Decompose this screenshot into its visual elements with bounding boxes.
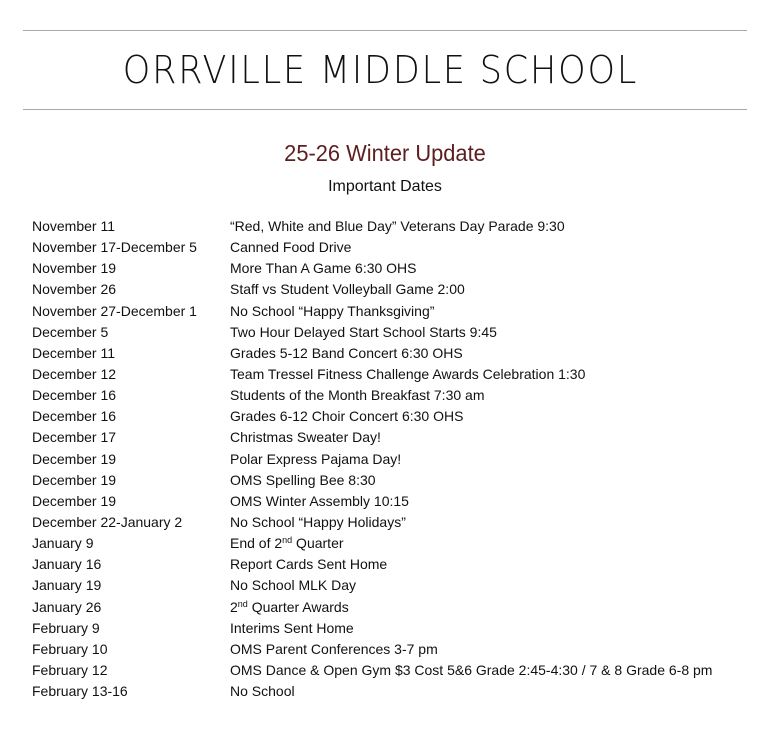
event-text: No School “Happy Thanksgiving” — [230, 302, 435, 319]
event-text-rest: Quarter — [292, 535, 344, 552]
event-description — [230, 365, 585, 384]
event-text: Students of the Month Breakfast 7:30 am — [230, 387, 485, 404]
update-title: 25-26 Winter Update — [284, 140, 486, 166]
event-date: December 17 — [32, 429, 117, 446]
event-description — [230, 302, 434, 321]
event-description — [230, 640, 438, 659]
event-description — [230, 407, 463, 426]
event-date: December 19 — [32, 471, 117, 488]
event-date: November 19 — [32, 260, 117, 277]
event-description — [230, 386, 484, 405]
event-date: November 27-December 1 — [32, 302, 197, 319]
event-text: Grades 5-12 Band Concert 6:30 OHS — [230, 344, 463, 361]
event-description — [230, 259, 417, 278]
event-date: December 19 — [32, 450, 117, 467]
event-text-rest: Quarter Awards — [247, 598, 349, 615]
event-date: December 16 — [32, 408, 117, 425]
event-text: Polar Express Pajama Day! — [230, 450, 402, 467]
event-description — [230, 513, 406, 532]
event-text: OMS Parent Conferences 3-7 pm — [230, 640, 438, 657]
event-date: December 19 — [32, 492, 117, 509]
event-date: December 12 — [32, 365, 117, 382]
event-date: January 19 — [32, 577, 102, 594]
event-date: November 11 — [32, 218, 116, 234]
event-description — [230, 598, 349, 617]
event-date: November 17-December 5 — [32, 239, 197, 256]
ordinal-suffix: nd — [237, 598, 248, 609]
event-date: February 13-16 — [32, 683, 128, 700]
event-description — [230, 450, 401, 469]
event-description — [230, 280, 465, 299]
event-text: Grades 6-12 Choir Concert 6:30 OHS — [230, 408, 464, 425]
event-description — [230, 217, 565, 236]
event-description — [230, 471, 376, 490]
event-date: December 11 — [32, 344, 116, 361]
event-date: January 9 — [32, 535, 94, 552]
event-date: November 26 — [32, 281, 117, 298]
event-text: Canned Food Drive — [230, 239, 352, 256]
event-date: December 22-January 2 — [32, 513, 183, 530]
event-text: OMS Winter Assembly 10:15 — [230, 492, 409, 509]
event-date: February 10 — [32, 640, 108, 657]
event-text: OMS Dance & Open Gym $3 Cost 5&6 Grade 2:45-4:30 / 7 & 8 Grade 6-8 pm — [230, 661, 713, 678]
event-text: Staff vs Student Volleyball Game 2:00 — [230, 281, 465, 298]
event-text: No School MLK Day — [230, 577, 357, 594]
event-description — [230, 323, 497, 342]
event-description — [230, 428, 381, 447]
event-description — [230, 682, 295, 701]
event-description — [230, 238, 351, 257]
event-text: 2 — [230, 598, 238, 615]
event-description — [230, 555, 387, 574]
event-text: Two Hour Delayed Start School Starts 9:45 — [230, 323, 497, 340]
event-description — [230, 492, 409, 511]
event-date: December 5 — [32, 323, 109, 340]
event-date: December 16 — [32, 387, 117, 404]
event-description — [230, 661, 712, 680]
event-text: End of 2 — [230, 535, 283, 552]
event-description — [230, 534, 344, 553]
event-text: Report Cards Sent Home — [230, 556, 388, 573]
event-date: February 9 — [32, 619, 100, 636]
event-text: OMS Spelling Bee 8:30 — [230, 471, 376, 488]
event-text: Interims Sent Home — [230, 619, 354, 636]
event-text: More Than A Game 6:30 OHS — [230, 260, 417, 277]
top-divider — [23, 30, 747, 31]
event-text: “Red, White and Blue Day” Veterans Day Parade 9:30 — [230, 218, 565, 234]
event-text: Christmas Sweater Day! — [230, 429, 381, 446]
event-text: No School — [230, 683, 295, 700]
event-description — [230, 619, 354, 638]
event-date: February 12 — [32, 661, 108, 678]
event-date: January 16 — [32, 556, 102, 573]
event-description — [230, 576, 356, 595]
event-description — [230, 344, 463, 363]
event-text: Team Tressel Fitness Challenge Awards Celebration 1:30 — [230, 365, 586, 382]
event-date: January 26 — [32, 598, 102, 615]
event-text: No School “Happy Holidays” — [230, 513, 406, 530]
bottom-divider — [23, 109, 747, 110]
ordinal-suffix: nd — [282, 535, 293, 546]
section-heading: Important Dates — [328, 178, 442, 195]
school-title: ORRVILLE MIDDLE SCHOOL — [122, 48, 639, 92]
